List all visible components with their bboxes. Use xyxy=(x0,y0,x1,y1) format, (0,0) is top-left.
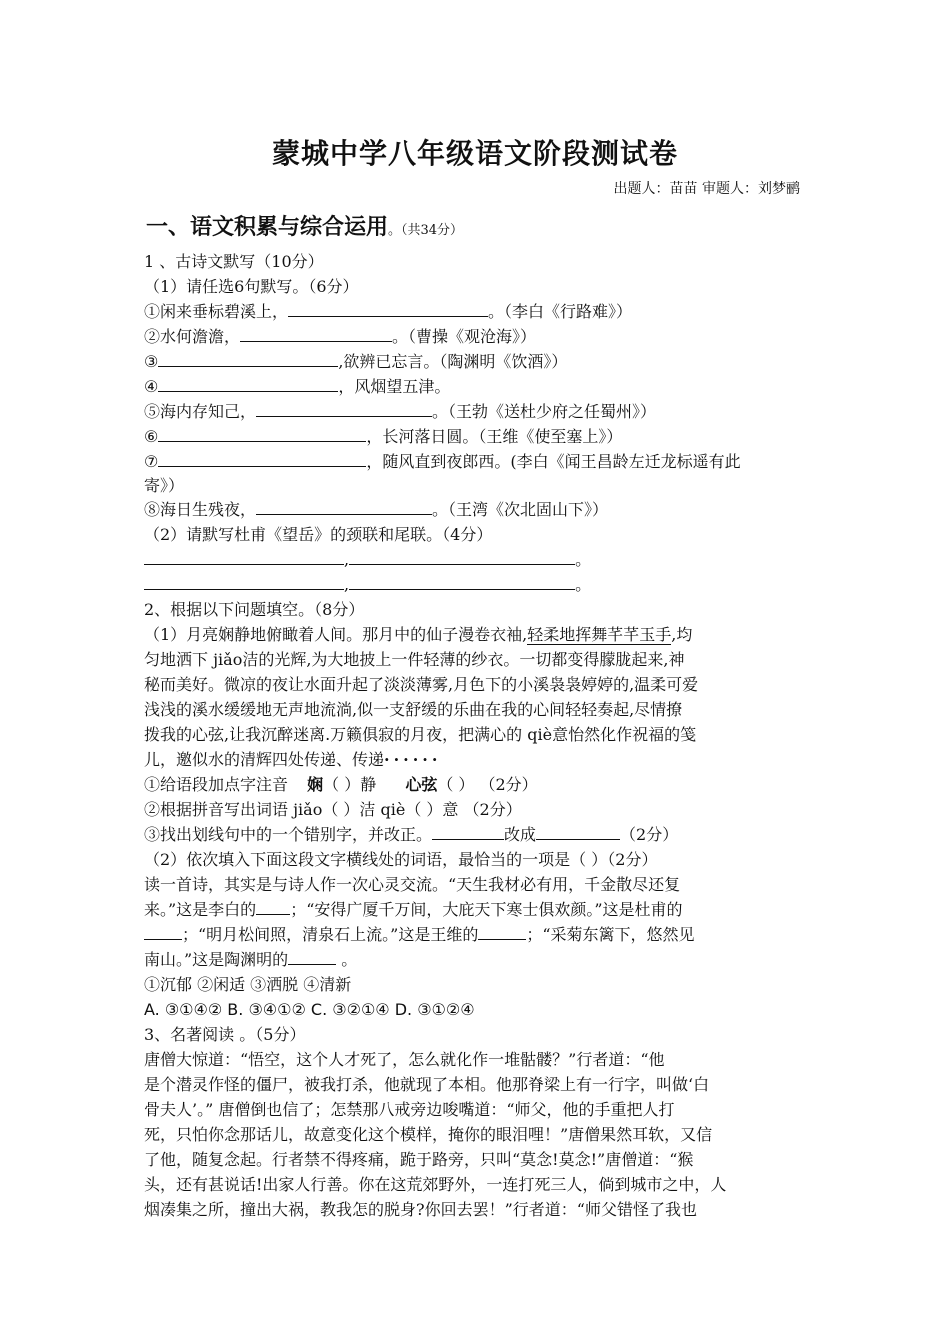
punct: , xyxy=(344,575,350,594)
item-text: ⑦ xyxy=(144,452,159,471)
answer-blank[interactable] xyxy=(349,573,575,590)
answer-blank[interactable] xyxy=(256,400,432,417)
q3-line-7: 烟凑集之所，撞出大祸，教我怎的脱身?你回去罢！”行者道：“师父错怪了我也 xyxy=(144,1200,697,1219)
answer-blank[interactable] xyxy=(158,375,338,392)
text: 南山。”这是陶渊明的 xyxy=(144,950,289,969)
sub-text: ③找出划线句中的一个错别字，并改正。 xyxy=(144,825,433,844)
item-text: ，随风直到夜郎西。(李白《闻王昌龄左迁龙标遥有此 xyxy=(366,452,741,471)
text: 。 xyxy=(336,950,358,969)
q2-sub-c xyxy=(144,823,824,847)
q2-sub-a xyxy=(144,773,824,797)
sub-text: 改成 xyxy=(504,825,537,844)
text: ；“采菊东篱下，悠然见 xyxy=(526,925,695,944)
section-points: 。（共34分） xyxy=(388,223,464,238)
section-title: 一、语文积累与综合运用 xyxy=(146,215,389,240)
punct: 。 xyxy=(575,575,592,594)
answer-blank[interactable] xyxy=(144,573,344,590)
sub-text: （2分） xyxy=(620,825,679,844)
answer-blank[interactable] xyxy=(536,823,620,840)
q2-para-line-5: 拨我的心弦,让我沉醉迷离.万籁俱寂的月夜，把满心的 qiè意怡然化作祝福的笺 xyxy=(144,725,697,744)
q2-choices: A. ③①④② B. ③④①② C. ③②①④ D. ③①②④ xyxy=(144,1000,475,1019)
answer-blank[interactable] xyxy=(288,300,488,317)
q1-item-2 xyxy=(144,325,824,349)
answer-blank[interactable] xyxy=(144,923,182,940)
q2-text-line-1: 读一首诗，其实是与诗人作一次心灵交流。“天生我材必有用，千金散尽还复 xyxy=(144,875,681,894)
item-text: ⑧海日生残夜， xyxy=(144,500,257,519)
item-text: ，风烟望五津。 xyxy=(338,377,451,396)
q2-para-line-3: 秘而美好。微凉的夜让水面升起了淡淡薄雾,月色下的小溪袅袅婷婷的,温柔可爱 xyxy=(144,675,699,694)
answer-blank[interactable] xyxy=(144,548,344,565)
answer-blank[interactable] xyxy=(240,325,392,342)
q1-item-3 xyxy=(144,350,824,374)
q3-line-1: 唐僧大惊道：“悟空，这个人才死了，怎么就化作一堆骷髅？”行者道：“他 xyxy=(144,1050,665,1069)
q3-line-5: 了他，随复念起。行者禁不得疼痛，跪于路旁，只叫“莫念!莫念!”唐僧道：“猴 xyxy=(144,1150,694,1169)
q1-item-7-cont xyxy=(144,474,824,498)
item-text: 。（王勃《送杜少府之任蜀州》） xyxy=(432,402,657,421)
ellipsis-dots: ······ xyxy=(384,750,442,769)
answer-blank[interactable] xyxy=(478,923,526,940)
item-text: 。（王湾《次北固山下》） xyxy=(432,500,609,519)
answer-blank[interactable] xyxy=(158,450,366,467)
text: ；“明月松间照，清泉石上流。”这是王维的 xyxy=(182,925,479,944)
item-text: 。（李白《行路难》） xyxy=(488,302,633,321)
item-text: ，长河落日圆。（王维《使至塞上》） xyxy=(366,427,623,446)
q2-heading: 2、根据以下问题填空。（8分） xyxy=(144,600,365,619)
q1-item-1 xyxy=(144,300,824,324)
q2-para-line-2: 匀地洒下 jiǎo洁的光辉,为大地披上一件轻薄的纱衣。一切都变得朦胧起来,神 xyxy=(144,650,685,669)
q2-para-line-1 xyxy=(144,623,824,647)
answer-blank[interactable] xyxy=(349,548,575,565)
q3-line-6: 头，还有甚说话!出家人行善。你在这荒郊野外，一连打死三人，倘到城市之中，人 xyxy=(144,1175,727,1194)
q3-line-2: 是个潜灵作怪的僵尸，被我打杀，他就现了本相。他那脊梁上有一行字，叫做‘白 xyxy=(144,1075,710,1094)
sub-text: ①给语段加点字注音 xyxy=(144,775,289,794)
q2-sub2: （2）依次填入下面这段文字横线处的词语，最恰当的一项是（ ）（2分） xyxy=(144,850,658,869)
item-text: 寄》） xyxy=(144,476,185,495)
q2-options: ①沉郁 ②闲适 ③洒脱 ④清新 xyxy=(144,975,352,994)
q1-answer-line-2 xyxy=(144,573,824,597)
q1-item-6 xyxy=(144,425,824,449)
answer-blank[interactable] xyxy=(288,948,336,965)
q2-text-line-3 xyxy=(144,923,824,947)
q2-text-line-4 xyxy=(144,948,824,972)
item-text: ,欲辨已忘言。（陶渊明《饮酒》） xyxy=(338,352,568,371)
q3-heading: 3、名著阅读 。（5分） xyxy=(144,1025,306,1044)
punct: 。 xyxy=(575,550,592,569)
q3-line-4: 死，只怕你念那话儿，故意变化这个模样，掩你的眼泪哩！”唐僧果然耳软，又信 xyxy=(144,1125,713,1144)
author-line: 出题人：苗苗 审题人：刘梦鹂 xyxy=(613,181,800,197)
text: ；“安得广厦千万间，大庇天下寒士俱欢颜。”这是杜甫的 xyxy=(290,900,683,919)
sub-text: （ ）静 xyxy=(323,775,377,794)
answer-blank[interactable] xyxy=(256,498,432,515)
item-text: 。（曹操《观沧海》） xyxy=(392,327,537,346)
item-text: ②水何澹澹， xyxy=(144,327,241,346)
q1-item-8 xyxy=(144,498,824,522)
q2-sub-b: ②根据拼音写出词语 jiǎo（ ）洁 qiè（ ）意 （2分） xyxy=(144,800,522,819)
section-heading xyxy=(146,210,463,241)
item-text: ③ xyxy=(144,352,159,371)
q2-para-line-6 xyxy=(144,748,824,772)
item-text: ①闲来垂标碧溪上， xyxy=(144,302,289,321)
q2-para-line-4: 浅浅的溪水缓缓地无声地流淌,似一支舒缓的乐曲在我的心间轻轻奏起,尽情撩 xyxy=(144,700,683,719)
q1-sub1: （1）请任选6句默写。（6分） xyxy=(144,277,359,296)
item-text: ④ xyxy=(144,377,159,396)
item-text: ⑤海内存知己， xyxy=(144,402,257,421)
q1-answer-line-1 xyxy=(144,548,824,572)
page-title: 蒙城中学八年级语文阶段测试卷 xyxy=(271,137,678,170)
para-text: 儿，邀似水的清辉四处传递、传递 xyxy=(144,750,385,769)
answer-blank[interactable] xyxy=(158,425,366,442)
sub-text: （ ） （2分） xyxy=(437,775,538,794)
answer-blank[interactable] xyxy=(256,898,290,915)
item-text: ⑥ xyxy=(144,427,159,446)
answer-blank[interactable] xyxy=(158,350,338,367)
q1-heading: 1 、古诗文默写（10分） xyxy=(144,252,324,271)
q2-text-line-2 xyxy=(144,898,824,922)
underlined-sentence: 轻柔地挥舞芊芊玉手 xyxy=(527,625,672,644)
q1-item-7 xyxy=(144,450,824,474)
para-text: （1）月亮娴静地俯瞰着人间。那月中的仙子漫卷衣袖, xyxy=(144,625,528,644)
q1-item-4 xyxy=(144,375,824,399)
dotted-word: 心弦 xyxy=(405,775,438,794)
punct: , xyxy=(344,550,350,569)
para-text: ,均 xyxy=(671,625,693,644)
answer-blank[interactable] xyxy=(432,823,504,840)
q1-sub2: （2）请默写杜甫《望岳》的颈联和尾联。（4分） xyxy=(144,525,493,544)
q1-item-5 xyxy=(144,400,824,424)
q3-line-3: 骨夫人’。” 唐僧倒也信了；怎禁那八戒旁边唆嘴道：“师父，他的手重把人打 xyxy=(144,1100,675,1119)
text: 来。”这是李白的 xyxy=(144,900,257,919)
dotted-word: 娴 xyxy=(307,775,324,794)
